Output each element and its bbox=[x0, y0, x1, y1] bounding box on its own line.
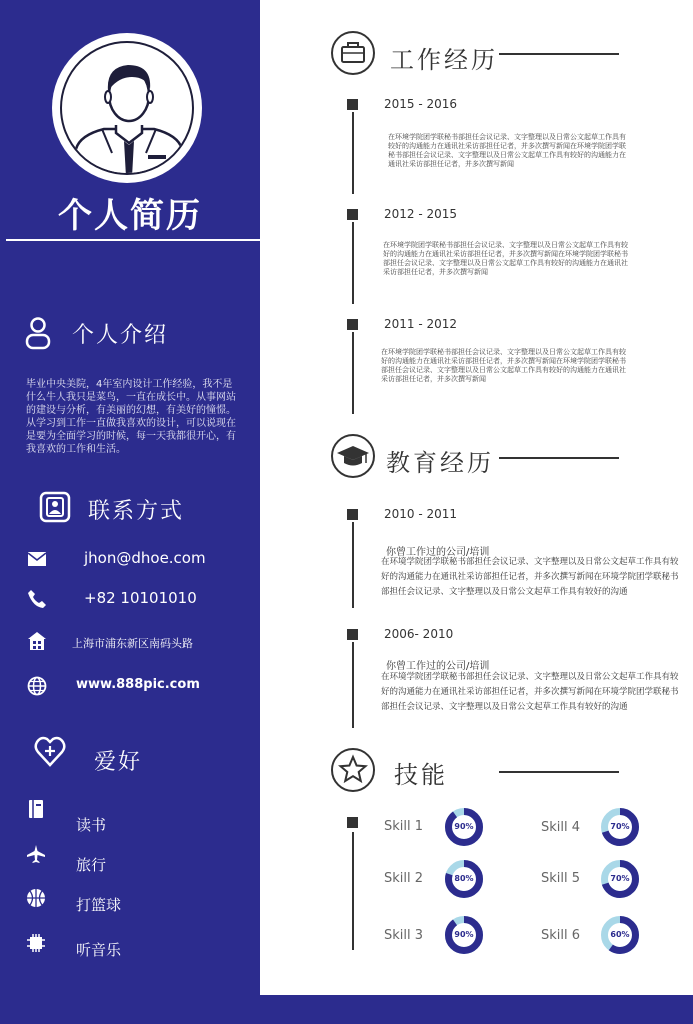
skills-heading: 技能 bbox=[394, 761, 448, 789]
skill-percent-3: 90% bbox=[454, 930, 474, 939]
timeline-marker bbox=[347, 319, 358, 330]
briefcase-icon bbox=[333, 33, 373, 73]
edu-period-1: 2010 - 2011 bbox=[384, 507, 458, 521]
work-period-3: 2011 - 2012 bbox=[384, 317, 458, 331]
person-icon bbox=[24, 316, 52, 350]
skill-label-1: Skill 1 bbox=[384, 819, 424, 834]
timeline-line bbox=[352, 332, 354, 414]
building-icon bbox=[27, 631, 47, 651]
skill-percent-6: 60% bbox=[610, 930, 630, 939]
graduation-cap-icon bbox=[333, 436, 373, 476]
sidebar bbox=[0, 0, 260, 1024]
email-text[interactable]: jhon@dhoe.com bbox=[84, 549, 206, 567]
website-text[interactable]: www.888pic.com bbox=[76, 677, 200, 692]
skill-label-2: Skill 2 bbox=[384, 871, 424, 886]
edu-subtitle-2: 你曾工作过的公司/培训 bbox=[386, 661, 490, 672]
edu-period-2: 2006- 2010 bbox=[384, 627, 454, 641]
book-icon bbox=[26, 799, 46, 819]
work-period-1: 2015 - 2016 bbox=[384, 97, 458, 111]
phone-icon bbox=[27, 589, 47, 609]
intro-heading: 个人介绍 bbox=[72, 323, 169, 348]
timeline-marker bbox=[347, 817, 358, 828]
timeline-line bbox=[352, 832, 354, 950]
phone-text[interactable]: +82 10101010 bbox=[84, 589, 197, 607]
contact-heading: 联系方式 bbox=[88, 499, 185, 524]
timeline-marker bbox=[347, 99, 358, 110]
mail-icon bbox=[27, 549, 47, 569]
work-desc-3: 在环境学院团学联秘书部担任会议记录、文字整理以及日常公文起草工作具有较好的沟通能力在通讯社采访部担任记者，并多次撰写新闻在环境学院团学联秘书部担任会议记录、文字整理以及日常公文起草工作具有较好的沟通能力在通讯社采访部担任记者，并多次撰写新闻 bbox=[381, 348, 626, 383]
timeline-line bbox=[352, 112, 354, 194]
graduation-icon-circle bbox=[331, 434, 375, 478]
footer-bar bbox=[0, 995, 693, 1024]
timeline-line bbox=[352, 222, 354, 304]
skill-percent-1: 90% bbox=[454, 822, 474, 831]
work-desc-2: 在环境学院团学联秘书部担任会议记录、文字整理以及日常公文起草工作具有较好的沟通能力在通讯社采访部担任记者，并多次撰写新闻在环境学院团学联秘书部担任会议记录、文字整理以及日常公文起草工作具有较好的沟通能力在通讯社采访部担任记者，并多次撰写新闻 bbox=[383, 241, 628, 276]
basketball-icon bbox=[26, 888, 46, 908]
contact-card-icon bbox=[39, 491, 71, 523]
timeline-marker bbox=[347, 629, 358, 640]
briefcase-icon-circle bbox=[331, 31, 375, 75]
avatar bbox=[52, 33, 202, 183]
timeline-line bbox=[352, 522, 354, 608]
skill-label-4: Skill 4 bbox=[541, 820, 581, 835]
hobby-item-reading: 读书 bbox=[76, 816, 107, 834]
work-heading: 工作经历 bbox=[390, 46, 498, 74]
skill-label-5: Skill 5 bbox=[541, 871, 581, 886]
star-icon-circle bbox=[331, 748, 375, 792]
timeline-line bbox=[352, 642, 354, 728]
hobby-item-music: 听音乐 bbox=[76, 941, 122, 959]
education-heading: 教育经历 bbox=[386, 449, 494, 477]
globe-icon bbox=[27, 676, 47, 696]
timeline-marker bbox=[347, 209, 358, 220]
edu-desc-1: 在环境学院团学联秘书部担任会议记录、文字整理以及日常公文起草工作具有较好的沟通能力在通讯社采访部担任记者，并多次撰写新闻在环境学院团学联秘书部担任会议记录、文字整理以及日常公文起草工作具有较好的沟通 bbox=[381, 557, 679, 597]
work-heading-rule bbox=[499, 53, 619, 55]
star-icon bbox=[333, 750, 373, 790]
timeline-marker bbox=[347, 509, 358, 520]
edu-subtitle-1: 你曾工作过的公司/培训 bbox=[386, 547, 490, 558]
hobby-item-travel: 旅行 bbox=[76, 856, 107, 874]
intro-text: 毕业中央美院，4年室内设计工作经验，我不是什么牛人我只是菜鸟，一直在成长中。从事网站的建设与分析，有美丽的幻想，有美好的憧憬。从学习到工作一直做我喜欢的设计，可以说现在是要为全面学习的时候，每一天我都很开心，有我喜欢的工作和生活。 bbox=[26, 379, 236, 455]
title-divider bbox=[6, 239, 260, 241]
skills-heading-rule bbox=[499, 771, 619, 773]
skill-label-6: Skill 6 bbox=[541, 928, 581, 943]
airplane-icon bbox=[26, 844, 46, 864]
chip-icon bbox=[26, 933, 46, 953]
heart-plus-icon bbox=[33, 734, 67, 768]
resume-title: 个人简历 bbox=[58, 196, 202, 236]
address-text: 上海市浦东新区南码头路 bbox=[72, 637, 193, 650]
work-desc-1: 在环境学院团学联秘书部担任会议记录、文字整理以及日常公文起草工作具有较好的沟通能力在通讯社采访部担任记者，并多次撰写新闻在环境学院团学联秘书部担任会议记录、文字整理以及日常公文起草工作具有较好的沟通能力在通讯社采访部担任记者，并多次撰写新闻 bbox=[388, 133, 626, 168]
avatar-illustration bbox=[60, 41, 194, 175]
skill-label-3: Skill 3 bbox=[384, 928, 424, 943]
hobby-item-basketball: 打篮球 bbox=[76, 896, 122, 914]
work-period-2: 2012 - 2015 bbox=[384, 207, 458, 221]
edu-desc-2: 在环境学院团学联秘书部担任会议记录、文字整理以及日常公文起草工作具有较好的沟通能力在通讯社采访部担任记者，并多次撰写新闻在环境学院团学联秘书部担任会议记录、文字整理以及日常公文起草工作具有较好的沟通 bbox=[381, 672, 679, 712]
education-heading-rule bbox=[499, 457, 619, 459]
hobbies-heading: 爱好 bbox=[94, 750, 143, 775]
skill-percent-5: 70% bbox=[610, 874, 630, 883]
skill-percent-4: 70% bbox=[610, 822, 630, 831]
skill-percent-2: 80% bbox=[454, 874, 474, 883]
